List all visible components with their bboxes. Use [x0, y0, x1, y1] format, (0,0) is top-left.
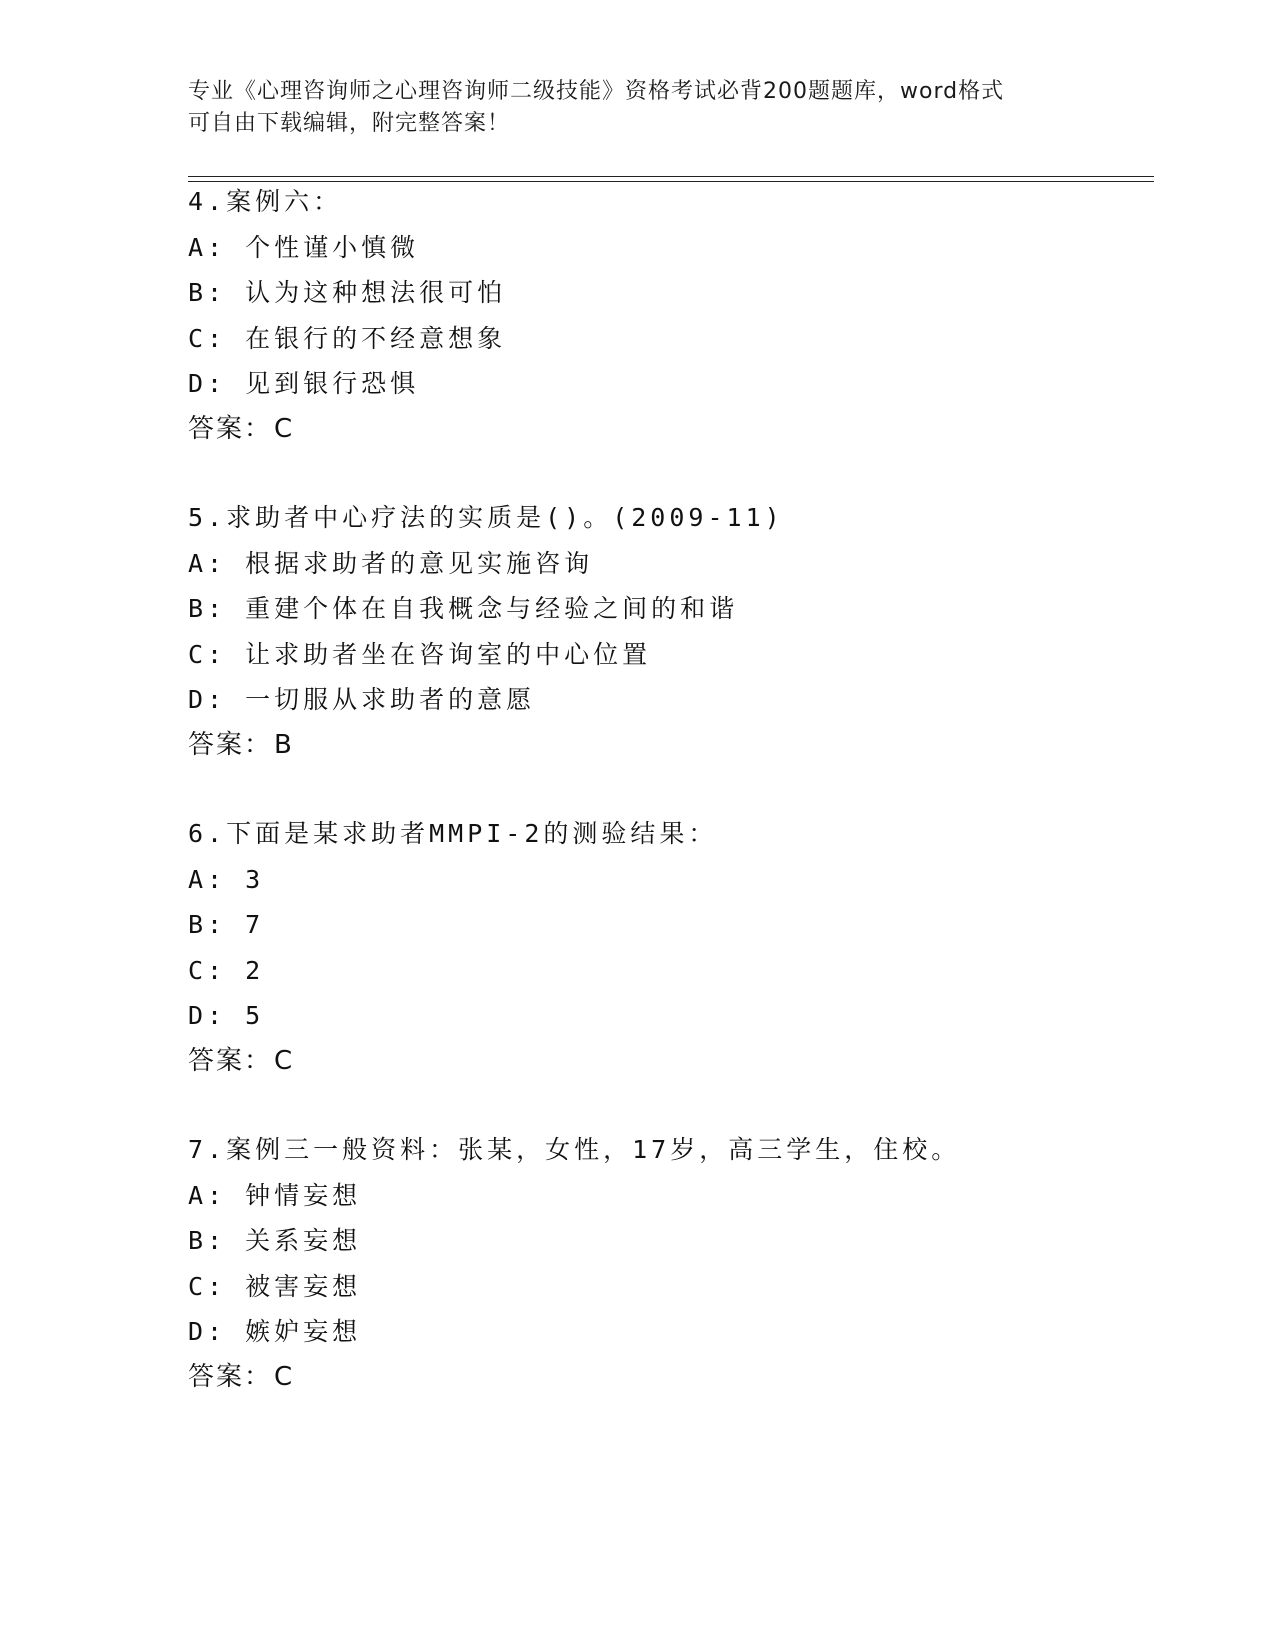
answer-line	[188, 407, 1148, 453]
question-stem: 6.下面是某求助者MMPI-2的测验结果：	[188, 819, 718, 848]
document-header	[188, 76, 1088, 140]
option-a: A: 根据求助者的意见实施咨询	[188, 548, 594, 578]
option-b: B: 关系妄想	[188, 1226, 362, 1255]
option-a: A: 个性谨小慎微	[188, 232, 420, 262]
answer-label: 答案：	[188, 729, 273, 760]
question-stem: 7.案例三一般资料：张某，女性，17岁，高三学生，住校。	[188, 1135, 961, 1164]
option-d: D: 一切服从求助者的意愿	[188, 685, 536, 714]
question-block-7	[188, 1127, 1148, 1400]
question-block-5	[188, 495, 1148, 768]
question-stem: 4.案例六：	[188, 187, 343, 216]
header-line-2: 可自由下载编辑，附完整答案！	[188, 111, 511, 136]
option-d: D: 5	[188, 1001, 265, 1030]
option-c: C: 让求助者坐在咨询室的中心位置	[188, 639, 652, 669]
answer-line	[188, 1355, 1148, 1401]
question-block-4	[188, 179, 1148, 452]
option-c: C: 2	[188, 955, 265, 985]
option-d: D: 见到银行恐惧	[188, 369, 420, 398]
option-d: D: 嫉妒妄想	[188, 1317, 362, 1346]
option-c: C: 在银行的不经意想象	[188, 323, 507, 353]
option-a: A: 钟情妄想	[188, 1180, 362, 1210]
option-c: C: 被害妄想	[188, 1271, 362, 1301]
header-line-1: 专业《心理咨询师之心理咨询师二级技能》资格考试必背200题题库，word格式	[188, 79, 1005, 104]
option-a: A: 3	[188, 864, 265, 894]
question-block-6	[188, 811, 1148, 1084]
answer-label: 答案：	[188, 413, 273, 444]
option-b: B: 7	[188, 910, 265, 939]
answer-line	[188, 1039, 1148, 1085]
header-divider-top	[188, 176, 1154, 177]
answer-line	[188, 723, 1148, 769]
question-stem: 5.求助者中心疗法的实质是()。(2009-11)	[188, 503, 784, 532]
answer-value: B	[274, 729, 294, 760]
answer-value: C	[274, 413, 295, 444]
option-b: B: 重建个体在自我概念与经验之间的和谐	[188, 594, 739, 623]
answer-value: C	[274, 1045, 295, 1076]
answer-label: 答案：	[188, 1045, 273, 1076]
option-b: B: 认为这种想法很可怕	[188, 278, 507, 307]
answer-label: 答案：	[188, 1361, 273, 1392]
answer-value: C	[274, 1361, 295, 1392]
